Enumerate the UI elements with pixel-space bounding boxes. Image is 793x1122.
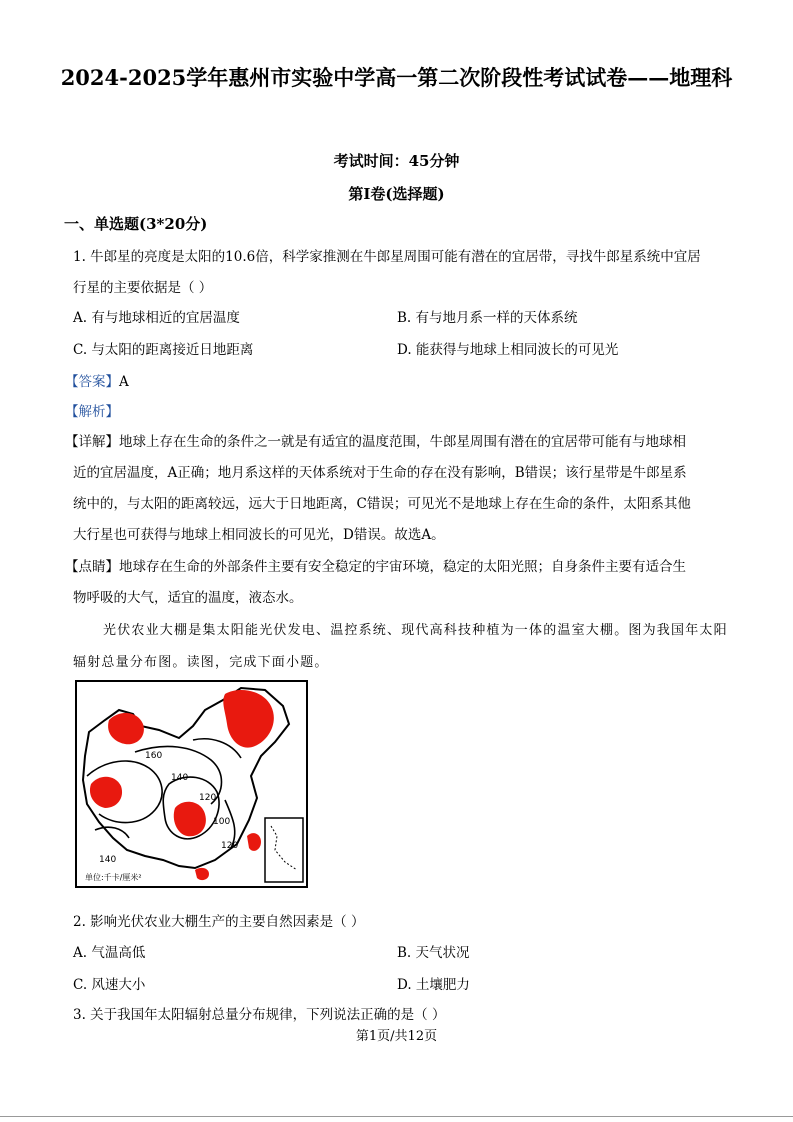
analysis-tag: 【解析】 (65, 404, 119, 420)
q1-stem-line1: 1. 牛郎星的亮度是太阳的10.6倍，科学家推测在牛郎星周围可能有潜在的宜居带，寻找牛郎星系统中宜居 (73, 249, 701, 265)
page-title: 2024-2025学年惠州市实验中学高一第二次阶段性考试试卷——地理科 (60, 65, 733, 90)
q1-detail-line3: 统中的，与太阳的距离较远，远大于日地距离，C错误；可见光不是地球上存在生命的条件，太阳系其他 (73, 496, 691, 512)
contour-label-6: 140 (99, 855, 117, 865)
q1-detail-line2: 近的宜居温度，A正确；地月系这样的天体系统对于生命的存在没有影响，B错误；该行星带是牛郎星系 (73, 465, 687, 481)
detail-tag: 【详解】 (65, 434, 119, 450)
volume-heading: 第Ⅰ卷(选择题) (348, 185, 445, 203)
q1-option-d: D. 能获得与地球上相同波长的可见光 (397, 342, 619, 358)
map-unit-label: 单位:千卡/厘米² (85, 873, 142, 882)
q1-option-c: C. 与太阳的距离接近日地距离 (73, 342, 254, 358)
q2-stem: 2. 影响光伏农业大棚生产的主要自然因素是（ ） (73, 914, 365, 930)
contour-label-3: 120 (199, 793, 217, 803)
contour-label-5: 120 (221, 841, 239, 851)
passage-line1: 光伏农业大棚是集太阳能光伏发电、温控系统、现代高科技种植为一体的温室大棚。图为我国年太阳 (103, 623, 728, 638)
q1-tip-line2: 物呼吸的大气，适宜的温度，液态水。 (73, 590, 303, 606)
tip-tag: 【点睛】 (65, 559, 119, 575)
q1-detail-line4: 大行星也可获得与地球上相同波长的可见光，D错误。故选A。 (73, 527, 445, 543)
answer-value: A (119, 374, 129, 390)
contour-label-1: 160 (145, 751, 163, 761)
tip-text-1: 地球存在生命的外部条件主要有安全稳定的宇宙环境，稳定的太阳光照；自身条件主要有适合生 (119, 559, 686, 575)
q1-tip-line1 (65, 555, 686, 575)
q2-option-b: B. 天气状况 (397, 945, 470, 961)
exam-time: 考试时间：45分钟 (333, 152, 460, 170)
q1-analysis (65, 400, 119, 420)
south-sea-inset (265, 818, 303, 882)
contour-label-2: 140 (171, 773, 189, 783)
section-heading: 一、单选题(3*20分) (64, 215, 208, 233)
page-footer: 第1页/共12页 (355, 1029, 438, 1044)
q1-stem-line2: 行星的主要依据是（ ） (73, 280, 213, 296)
answer-tag: 【答案】 (65, 374, 119, 390)
bottom-divider (0, 1116, 793, 1117)
q3-stem: 3. 关于我国年太阳辐射总量分布规律，下列说法正确的是（ ） (73, 1007, 446, 1023)
q2-option-a: A. 气温高低 (73, 945, 146, 961)
china-map-svg (75, 680, 308, 888)
q1-option-a: A. 有与地球相近的宜居温度 (73, 310, 240, 326)
q1-detail-line1 (65, 430, 686, 450)
passage-line2: 辐射总量分布图。读图，完成下面小题。 (73, 655, 329, 670)
solar-radiation-map (75, 680, 308, 888)
q1-answer (65, 370, 129, 390)
q2-option-c: C. 风速大小 (73, 977, 146, 993)
contour-label-4: 100 (213, 817, 231, 827)
q2-option-d: D. 土壤肥力 (397, 977, 470, 993)
detail-text-1: 地球上存在生命的条件之一就是有适宜的温度范围，牛郎星周围有潜在的宜居带可能有与地球相 (119, 434, 686, 450)
q1-option-b: B. 有与地月系一样的天体系统 (397, 310, 578, 326)
